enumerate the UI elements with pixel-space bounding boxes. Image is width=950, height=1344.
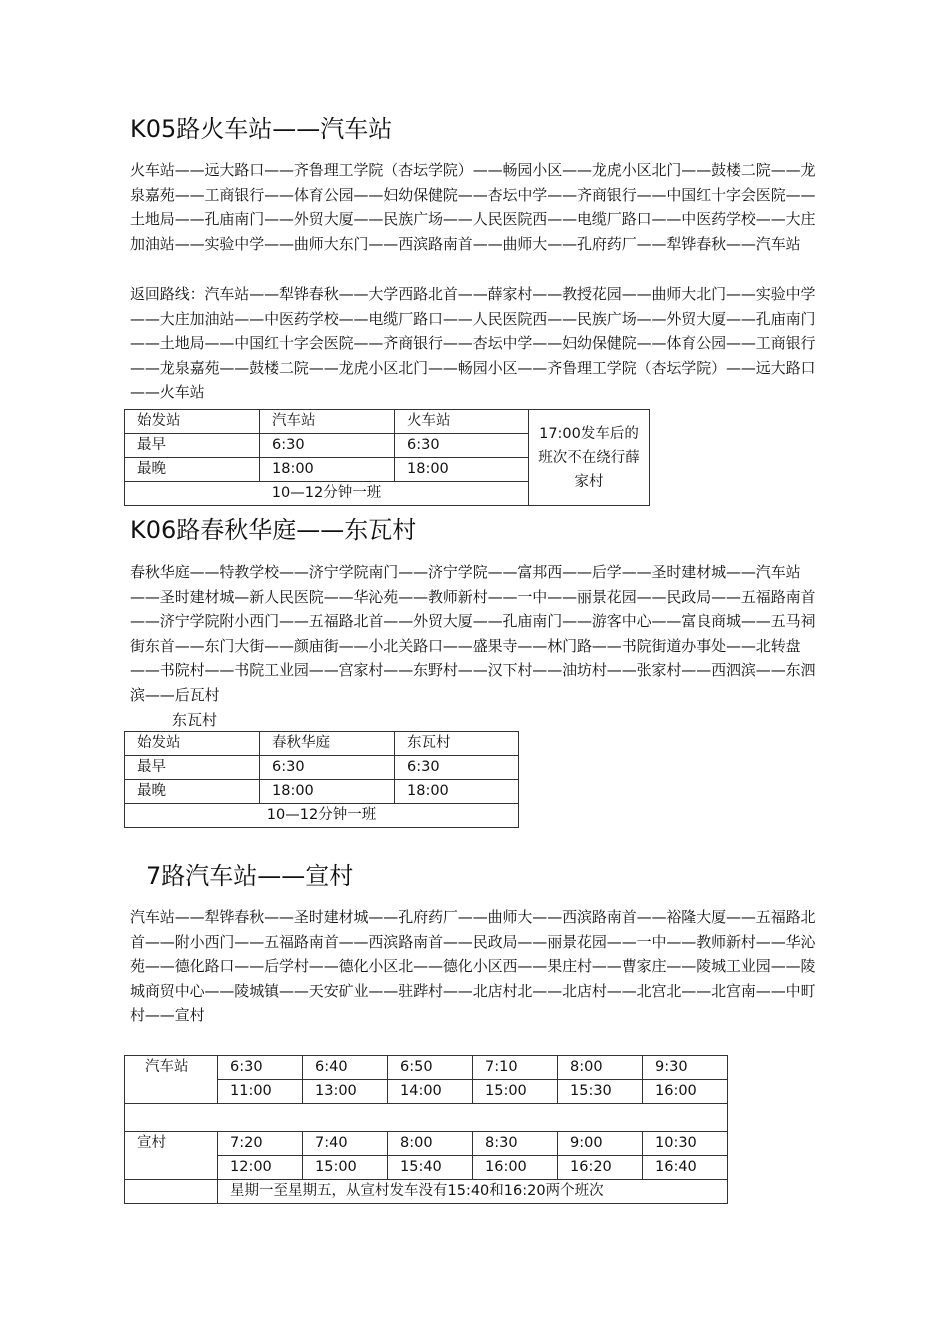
table-cell: 14:00 xyxy=(388,1080,473,1104)
table-header-cell: 东瓦村 xyxy=(395,732,519,756)
table-cell: 16:20 xyxy=(558,1156,643,1180)
k06-route-tail: 东瓦村 xyxy=(172,711,218,729)
table-cell: 15:00 xyxy=(473,1080,558,1104)
r7-note-cell: 星期一至星期五，从宣村发车没有15:40和16:20两个班次 xyxy=(218,1180,728,1204)
table-cell: 8:00 xyxy=(388,1132,473,1156)
table-cell: 18:00 xyxy=(260,458,395,482)
table-cell: 18:00 xyxy=(395,780,519,804)
k05-return-route: 返回路线：汽车站——犁铧春秋——大学西路北首——薛家村——教授花园——曲师大北门——实验中学——大庄加油站——中医药学校——电缆厂路口——人民医院西——民族广场——外贸大厦——孔庙南门——土地局——中国红十字会医院——齐商银行——杏坛中学——妇幼保健院——体育公园——工商银行——龙泉嘉苑——鼓楼二院——龙虎小区北门——畅园小区——齐鲁理工学院（杏坛学院）——远大路口——火车站 xyxy=(130,285,816,402)
table-cell: 9:30 xyxy=(643,1056,728,1080)
table-cell: 10:30 xyxy=(643,1132,728,1156)
table-cell: 6:30 xyxy=(218,1056,303,1080)
empty-row xyxy=(125,1104,728,1132)
table-cell: 7:20 xyxy=(218,1132,303,1156)
table-header-cell: 始发站 xyxy=(125,410,260,434)
table-cell: 12:00 xyxy=(218,1156,303,1180)
table-cell: 6:50 xyxy=(388,1056,473,1080)
k06-route: 春秋华庭——特教学校——济宁学院南门——济宁学院——富邦西——后学——圣时建材城——汽车站——圣时建材城—新人民医院——华沁苑——教师新村——一中——丽景花园——民政局——五福路南首——济宁学院附小西门——五福路北首——外贸大厦——孔庙南门——游客中心——富良商城——五马祠街东首——东门大街——颜庙街——小北关路口——盛果寺——林门路——书院街道办事处——北转盘——书院村——书院工业园——宫家村——东野村——汉下村——油坊村——张家村——西泗滨——东泗滨——后瓦村 xyxy=(130,563,816,704)
table-header-cell: 火车站 xyxy=(395,410,529,434)
table-cell: 最早 xyxy=(125,434,260,458)
table-header-cell: 汽车站 xyxy=(260,410,395,434)
table-cell: 最晚 xyxy=(125,780,260,804)
table-row xyxy=(125,780,519,804)
table-cell: 6:40 xyxy=(303,1056,388,1080)
empty-cell xyxy=(125,1180,218,1204)
r7-route: 汽车站——犁铧春秋——圣时建材城——孔府药厂——曲师大——西滨路南首——裕隆大厦——五福路北首——附小西门——五福路南首——西滨路南首——民政局——丽景花园——一中——教师新村——华沁苑——德化路口——后学村——德化小区北——德化小区西——果庄村——曹家庄——陵城工业园——陵城商贸中心——陵城镇——天安矿业——驻跸村——北店村北——北店村——北宫北——北宫南——中町村——宣村 xyxy=(130,908,816,1025)
table-header-cell: 春秋华庭 xyxy=(260,732,395,756)
k05-schedule-table xyxy=(124,409,650,506)
station-label: 宣村 xyxy=(125,1132,218,1180)
table-cell: 7:40 xyxy=(303,1132,388,1156)
table-header-cell: 始发站 xyxy=(125,732,260,756)
table-cell: 8:00 xyxy=(558,1056,643,1080)
table-row xyxy=(125,1180,728,1204)
table-cell: 11:00 xyxy=(218,1080,303,1104)
interval-cell: 10—12分钟一班 xyxy=(125,804,519,828)
table-cell: 9:00 xyxy=(558,1132,643,1156)
table-cell: 最早 xyxy=(125,756,260,780)
k06-title: K06路春秋华庭——东瓦村 xyxy=(130,516,417,544)
table-cell: 6:30 xyxy=(260,434,395,458)
table-cell: 6:30 xyxy=(260,756,395,780)
table-cell: 15:40 xyxy=(388,1156,473,1180)
table-row xyxy=(125,1104,728,1132)
table-cell: 6:30 xyxy=(395,756,519,780)
r7-schedule-table xyxy=(124,1055,728,1204)
table-cell: 15:00 xyxy=(303,1156,388,1180)
table-cell: 16:00 xyxy=(643,1080,728,1104)
table-row xyxy=(125,1056,728,1080)
table-row xyxy=(125,756,519,780)
table-cell: 7:10 xyxy=(473,1056,558,1080)
table-row xyxy=(125,732,519,756)
table-row xyxy=(125,410,650,434)
table-cell: 最晚 xyxy=(125,458,260,482)
table-cell: 13:00 xyxy=(303,1080,388,1104)
k05-title: K05路火车站——汽车站 xyxy=(130,115,393,143)
table-cell: 16:40 xyxy=(643,1156,728,1180)
table-cell: 18:00 xyxy=(260,780,395,804)
k05-route: 火车站——远大路口——齐鲁理工学院（杏坛学院）——畅园小区——龙虎小区北门——鼓楼二院——龙泉嘉苑——工商银行——体育公园——妇幼保健院——杏坛中学——齐商银行——中国红十字会医院——土地局——孔庙南门——外贸大厦——民族广场——人民医院西——电缆厂路口——中医药学校——大庄加油站——实验中学——曲师大东门——西滨路南首——曲师大——孔府药厂——犁铧春秋——汽车站 xyxy=(130,161,816,253)
k06-schedule-table xyxy=(124,731,519,828)
table-row xyxy=(125,1132,728,1156)
table-cell: 15:30 xyxy=(558,1080,643,1104)
r7-title: 7路汽车站——宣村 xyxy=(146,862,354,890)
table-cell: 16:00 xyxy=(473,1156,558,1180)
table-cell: 6:30 xyxy=(395,434,529,458)
k05-note-cell: 17:00发车后的班次不在绕行薛家村 xyxy=(529,410,650,506)
interval-cell: 10—12分钟一班 xyxy=(125,482,529,506)
station-label: 汽车站 xyxy=(125,1056,218,1104)
table-cell: 8:30 xyxy=(473,1132,558,1156)
table-cell: 18:00 xyxy=(395,458,529,482)
table-row xyxy=(125,804,519,828)
